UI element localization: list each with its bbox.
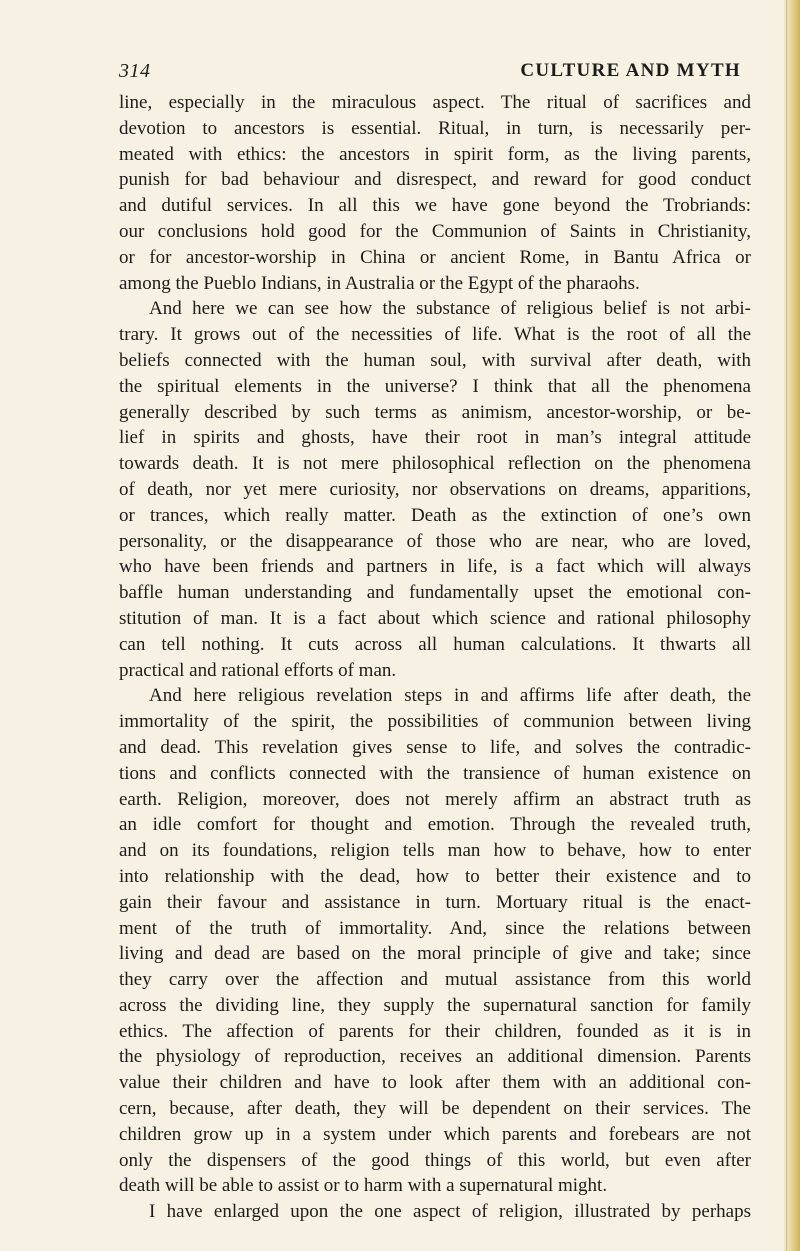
text-line: lief in spirits and ghosts, have their root in man’s integral attitude [119, 427, 751, 449]
page-edge-line [786, 0, 787, 1251]
text-line: practical and rational efforts of man. [119, 659, 397, 681]
text-line: cern, because, after death, they will be dependent on their services. The [119, 1098, 751, 1120]
text-line: devotion to ancestors is essential. Ritual, in turn, is necessarily per- [119, 117, 751, 139]
text-line: our conclusions hold good for the Communion of Saints in Christianity, [119, 220, 751, 242]
text-line: immortality of the spirit, the possibilities of communion between living [119, 711, 751, 733]
text-line: value their children and have to look after them with an additional con- [119, 1072, 751, 1094]
text-line: earth. Religion, moreover, does not merely affirm an abstract truth as [119, 788, 751, 810]
text-line: across the dividing line, they supply the supernatural sanction for family [119, 994, 751, 1016]
text-line: can tell nothing. It cuts across all human calculations. It thwarts all [119, 633, 751, 655]
text-line: and dutiful services. In all this we have gone beyond the Trobriands: [119, 195, 751, 217]
page-number: 314 [119, 60, 151, 82]
text-line: the physiology of reproduction, receives an additional dimension. Parents [119, 1046, 751, 1068]
text-line: the spiritual elements in the universe? I think that all the phenomena [119, 375, 751, 397]
text-line: or for ancestor-worship in China or ancient Rome, in Bantu Africa or [119, 246, 751, 268]
text-line: an idle comfort for thought and emotion. Through the revealed truth, [119, 814, 751, 836]
text-line: into relationship with the dead, how to better their existence and to [119, 865, 751, 887]
running-head: CULTURE AND MYTH [520, 60, 741, 81]
text-line: I have enlarged upon the one aspect of religion, illustrated by perhaps [149, 1201, 751, 1223]
text-line: and dead. This revelation gives sense to life, and solves the contradic- [119, 736, 751, 758]
text-line: children grow up in a system under which parents and forebears are not [119, 1123, 751, 1145]
text-line: meated with ethics: the ancestors in spirit form, as the living parents, [119, 143, 751, 165]
text-line: And here religious revelation steps in and affirms life after death, the [149, 685, 751, 707]
text-line: ment of the truth of immortality. And, since the relations between [119, 917, 751, 939]
text-line: generally described by such terms as animism, ancestor-worship, or be- [119, 401, 751, 423]
text-line: or trances, which really matter. Death as the extinction of one’s own [119, 504, 751, 526]
text-line: gain their favour and assistance in turn. Mortuary ritual is the enact- [119, 891, 751, 913]
text-line: personality, or the disappearance of those who are near, who are loved, [119, 530, 751, 552]
text-line: line, especially in the miraculous aspect. The ritual of sacrifices and [119, 92, 751, 113]
text-line: stitution of man. It is a fact about which science and rational philosophy [119, 607, 751, 629]
text-line: living and dead are based on the moral principle of give and take; since [119, 943, 751, 965]
text-line: trary. It grows out of the necessities of life. What is the root of all the [119, 324, 751, 346]
text-line: tions and conflicts connected with the transience of human existence on [119, 762, 751, 784]
text-line: baffle human understanding and fundamentally upset the emotional con- [119, 582, 751, 604]
text-line: ethics. The affection of parents for their children, founded as it is in [119, 1020, 751, 1042]
text-line: death will be able to assist or to harm with a supernatural might. [119, 1175, 608, 1197]
text-line: And here we can see how the substance of religious belief is not arbi- [149, 298, 751, 320]
text-line: and on its foundations, religion tells man how to behave, how to enter [119, 840, 751, 862]
text-line: beliefs connected with the human soul, with survival after death, with [119, 349, 751, 371]
text-line: who have been friends and partners in life, is a fact which will always [119, 556, 751, 578]
text-line: among the Pueblo Indians, in Australia or the Egypt of the pharaohs. [119, 272, 640, 294]
text-line: they carry over the affection and mutual assistance from this world [119, 969, 751, 991]
page-header [119, 60, 741, 90]
text-line: punish for bad behaviour and disrespect, and reward for good conduct [119, 169, 751, 191]
body-text [119, 90, 751, 1225]
text-line: of death, nor yet mere curiosity, nor observations on dreams, apparitions, [119, 478, 751, 500]
text-line: towards death. It is not mere philosophical reflection on the phenomena [119, 453, 751, 475]
text-line: only the dispensers of the good things of this world, but even after [119, 1149, 751, 1171]
